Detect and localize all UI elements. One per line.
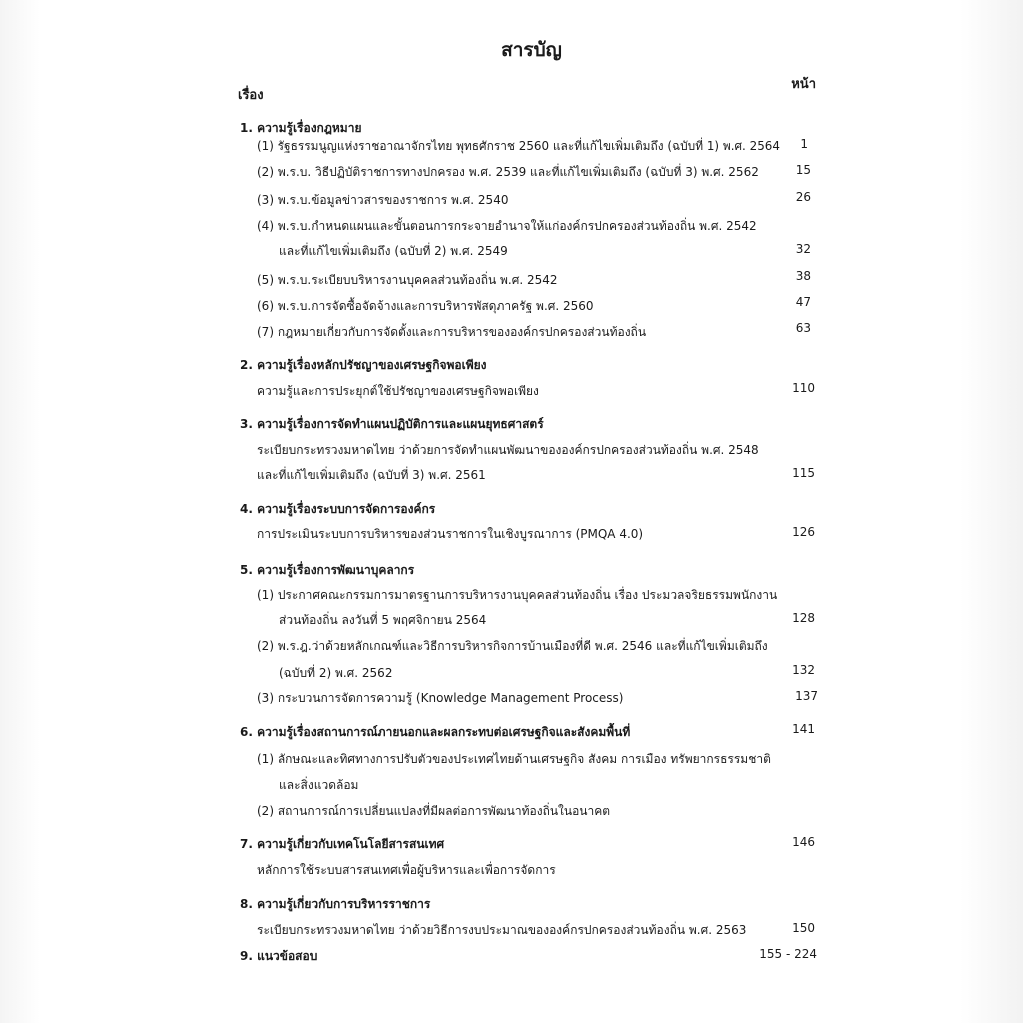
toc-entry: (5) พ.ร.บ.ระเบียบบริหารงานบุคคลส่วนท้องถิ่น พ.ศ. 2542 [257,273,558,287]
toc-entry: (4) พ.ร.บ.กำหนดแผนและขั้นตอนการกระจายอำนาจให้แก่องค์กรปกครองส่วนท้องถิ่น พ.ศ. 2542 [257,219,757,233]
toc-entry: ความรู้และการประยุกต์ใช้ปรัชญาของเศรษฐกิจพอเพียง [257,384,539,398]
page-number: 126 [792,525,815,539]
page-number: 128 [792,611,815,625]
page-number: 15 [795,163,811,177]
toc-entry-continuation: และสิ่งแวดล้อม [279,778,359,792]
toc-entry-continuation: และที่แก้ไขเพิ่มเติมถึง (ฉบับที่ 3) พ.ศ. 2561 [257,468,486,482]
toc-entry: (1) ประกาศคณะกรรมการมาตรฐานการบริหารงานบุคคลส่วนท้องถิ่น เรื่อง ประมวลจริยธรรมพนักงาน [257,588,778,602]
toc-entry-continuation: ส่วนท้องถิ่น ลงวันที่ 5 พฤศจิกายน 2564 [279,613,487,627]
page-number: 150 [792,921,815,935]
toc-entry-continuation: และที่แก้ไขเพิ่มเติมถึง (ฉบับที่ 2) พ.ศ. 2549 [279,244,508,258]
topic-column-header: เรื่อง [238,88,264,103]
page-number: 1 [800,137,808,151]
page-number: 110 [792,381,815,395]
section-heading: 7. ความรู้เกี่ยวกับเทคโนโลยีสารสนเทศ [240,837,445,851]
page-number: 137 [795,689,818,703]
page-number: 132 [792,663,815,677]
section-heading: 9. แนวข้อสอบ [240,949,318,963]
toc-entry: (1) รัฐธรรมนูญแห่งราชอาณาจักรไทย พุทธศักราช 2560 และที่แก้ไขเพิ่มเติมถึง (ฉบับที่ 1) พ.ศ. 2564 [257,139,780,153]
toc-entry: (1) ลักษณะและทิศทางการปรับตัวของประเทศไทยด้านเศรษฐกิจ สังคม การเมือง ทรัพยากรธรรมชาติ [257,752,771,766]
section-heading: 6. ความรู้เรื่องสถานการณ์ภายนอกและผลกระทบต่อเศรษฐกิจและสังคมพื้นที่ [240,725,631,739]
page-number: 141 [792,722,815,736]
page-number: 38 [795,269,811,283]
section-heading: 3. ความรู้เรื่องการจัดทำแผนปฏิบัติการและแผนยุทธศาสตร์ [240,417,544,431]
toc-entry-continuation: (ฉบับที่ 2) พ.ศ. 2562 [279,666,393,680]
section-heading: 1. ความรู้เรื่องกฎหมาย [240,121,362,135]
toc-entry: (2) พ.ร.ฎ.ว่าด้วยหลักเกณฑ์และวิธีการบริหารกิจการบ้านเมืองที่ดี พ.ศ. 2546 และที่แก้ไขเพิ่มเติมถึง [257,639,768,653]
toc-entry: การประเมินระบบการบริหารของส่วนราชการในเชิงบูรณาการ (PMQA 4.0) [257,527,644,541]
page-column-header: หน้า [791,77,816,92]
page-title: สารบัญ [501,39,562,61]
section-heading: 4. ความรู้เรื่องระบบการจัดการองค์กร [240,502,436,516]
section-heading: 8. ความรู้เกี่ยวกับการบริหารราชการ [240,897,431,911]
toc-entry: (3) พ.ร.บ.ข้อมูลข่าวสารของราชการ พ.ศ. 2540 [257,193,509,207]
toc-entry: (2) พ.ร.บ. วิธีปฏิบัติราชการทางปกครอง พ.ศ. 2539 และที่แก้ไขเพิ่มเติมถึง (ฉบับที่ 3) พ.ศ. 2562 [257,165,759,179]
toc-entry: ระเบียบกระทรวงมหาดไทย ว่าด้วยวิธีการงบประมาณขององค์กรปกครองส่วนท้องถิ่น พ.ศ. 2563 [257,923,747,937]
section-heading: 2. ความรู้เรื่องหลักปรัชญาของเศรษฐกิจพอเพียง [240,358,487,372]
toc-entry: หลักการใช้ระบบสารสนเทศเพื่อผู้บริหารและเพื่อการจัดการ [257,863,556,877]
page-number: 146 [792,835,815,849]
page-number: 115 [792,466,815,480]
toc-entry: (7) กฎหมายเกี่ยวกับการจัดตั้งและการบริหารขององค์กรปกครองส่วนท้องถิ่น [257,325,647,339]
toc-entry: ระเบียบกระทรวงมหาดไทย ว่าด้วยการจัดทำแผนพัฒนาขององค์กรปกครองส่วนท้องถิ่น พ.ศ. 2548 [257,443,759,457]
page-number: 26 [795,190,811,204]
toc-entry: (3) กระบวนการจัดการความรู้ (Knowledge Management Process) [257,691,624,705]
toc-entry: (2) สถานการณ์การเปลี่ยนแปลงที่มีผลต่อการพัฒนาท้องถิ่นในอนาคต [257,804,611,818]
section-heading: 5. ความรู้เรื่องการพัฒนาบุคลากร [240,563,415,577]
page-number: 63 [795,321,811,335]
page-number: 155 - 224 [759,947,817,961]
page-number: 32 [795,242,811,256]
toc-entry: (6) พ.ร.บ.การจัดซื้อจัดจ้างและการบริหารพัสดุภาครัฐ พ.ศ. 2560 [257,299,594,313]
page-number: 47 [795,295,811,309]
